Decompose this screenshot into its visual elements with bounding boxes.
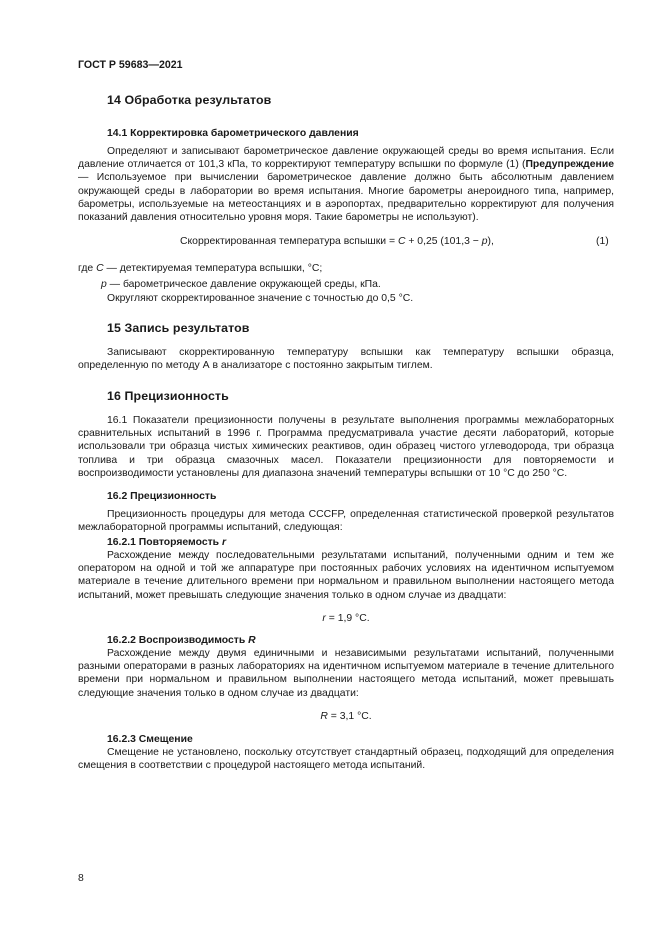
section-15-title: 15 Запись результатов [107, 321, 250, 335]
section-16-2-paragraph: Прецизионность процедуры для метода CCCFP, определенная статистической проверкой результатов межлабораторной программы испытаний, следующая: [78, 509, 614, 534]
repeatability-value: r = 1,9 °C. [322, 613, 370, 624]
section-16-2-3-paragraph: Смещение не установлено, поскольку отсутствует стандартный образец, подходящий для определения смещения в соответствии с процедурой настоящего метода испытаний. [78, 747, 614, 772]
section-15-paragraph: Записывают скорректированную температуру вспышки как температуру вспышки образца, определенную по методу А в анализаторе с постоянно закрытым тиглем. [78, 347, 614, 372]
formula-number: (1) [596, 236, 609, 247]
section-16-2-1-paragraph: Расхождение между последовательными результатами испытаний, полученными одним и тем же оператором на одной и той же аппаратуре при постоянных рабочих условиях на идентичном испытуемом материале в течение длительного времени при нормальном и правильном выполнении настоящего метода испытаний, может превышать следующие значения только в одном случае из двадцати: [78, 550, 614, 601]
where-c: где C — детектируемая температура вспышки, °C; [78, 263, 323, 274]
section-14-title: 14 Обработка результатов [107, 93, 272, 107]
formula-1: Скорректированная температура вспышки = C + 0,25 (101,3 − p), [180, 236, 494, 247]
section-16-2-title: 16.2 Прецизионность [107, 491, 217, 502]
section-16-2-2-paragraph: Расхождение между двумя единичными и независимыми результатами испытаний, полученными разными операторами в разных лабораториях на идентичном испытуемом материале в течение длительного времени при нормальном и правильном выполнении настоящего метода испытаний, может превышать следующие значения только в одном случае из двадцати: [78, 648, 614, 699]
section-16-2-2-title: 16.2.2 Воспроизводимость R [107, 635, 256, 646]
section-16-2-3-title: 16.2.3 Смещение [107, 734, 193, 745]
section-14-1-paragraph: Определяют и записывают барометрическое давление окружающей среды во время испытания. Если давление отличается от 101,3 кПа, то корректируют температуру вспышки по формуле (1) (Предупреждение — Используемое при вычислении барометрическое давление должно быть абсолютным давлением окружающей среды в лаборатории во время испытания. Многие барометры анероидного типа, например, барометры, используемые на метеостанциях и в аэропортах, предварительно корректируют для получения показаний давления относительно уровня моря. Такие барометры не используют). [78, 146, 614, 224]
page-number: 8 [78, 873, 84, 884]
section-16-title: 16 Прецизионность [107, 389, 229, 403]
document-id: ГОСТ Р 59683—2021 [78, 59, 183, 71]
warning-label: Предупреждение [525, 159, 614, 171]
section-16-1-paragraph: 16.1 Показатели прецизионности получены в результате выполнения программы межлабораторных сравнительных испытаний в 1996 г. Программа предусматривала участие десяти лабораторий, которые использовали три образца чистых химических реактивов, один образец чистого углеводорода, три образца топлива и три образца смазочных масел. Показатели прецизионности для повторяемости и воспроизводимости установлены для диапазона значений температуры вспышки от 10 °C до 250 °C. [78, 415, 614, 479]
section-14-1-title: 14.1 Корректировка барометрического давления [107, 128, 359, 139]
where-p: p — барометрическое давление окружающей среды, кПа. [101, 279, 381, 290]
rounding-note: Округляют скорректированное значение с точностью до 0,5 °C. [107, 293, 414, 304]
reproducibility-value: R = 3,1 °C. [320, 711, 372, 722]
section-16-2-1-title: 16.2.1 Повторяемость r [107, 537, 227, 548]
